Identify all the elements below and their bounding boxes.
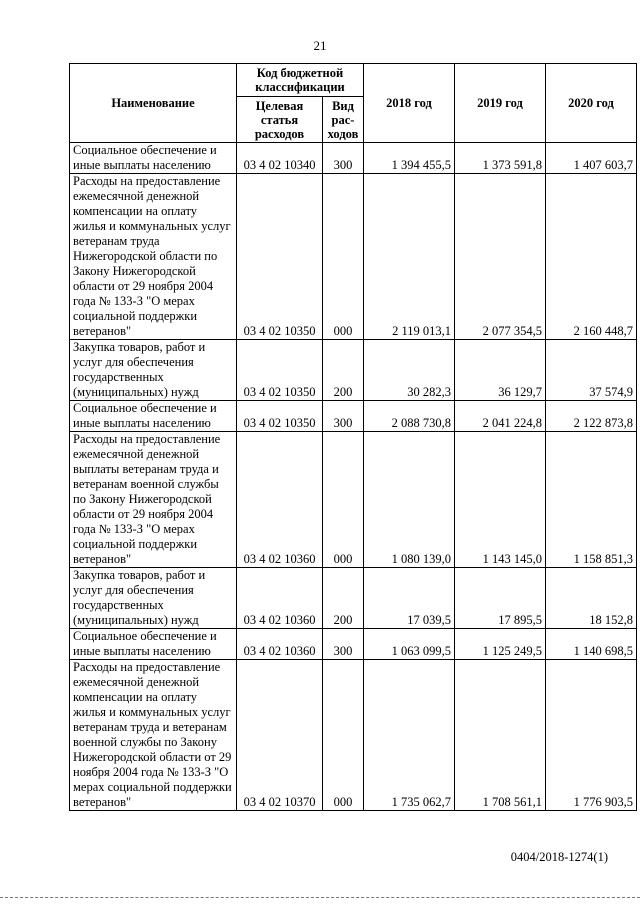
row-expense-type: 300 bbox=[323, 629, 364, 660]
row-value-2020: 1 158 851,3 bbox=[546, 432, 637, 568]
row-value-2019: 17 895,5 bbox=[455, 568, 546, 629]
row-value-2019: 1 708 561,1 bbox=[455, 660, 546, 811]
row-name: Расходы на предоставление ежемесячной денежной компенсации на оплату жилья и коммунальных услуг ветеранам труда и ветеранам военной службы по Закону Нижегородской области от 29 ноября 2004 года № 133-З "О мерах социальной поддержки ветеранов" bbox=[70, 660, 237, 811]
row-value-2018: 30 282,3 bbox=[364, 340, 455, 401]
row-target-code: 03 4 02 10360 bbox=[237, 629, 323, 660]
row-value-2020: 2 122 873,8 bbox=[546, 401, 637, 432]
row-expense-type: 000 bbox=[323, 432, 364, 568]
row-value-2020: 1 776 903,5 bbox=[546, 660, 637, 811]
row-expense-type: 200 bbox=[323, 340, 364, 401]
document-code: 0404/2018-1274(1) bbox=[510, 850, 608, 864]
row-expense-type: 200 bbox=[323, 568, 364, 629]
header-type: Вид рас-ходов bbox=[323, 97, 364, 143]
row-value-2020: 37 574,9 bbox=[546, 340, 637, 401]
row-expense-type: 000 bbox=[323, 174, 364, 340]
header-code-group: Код бюджетной классификации bbox=[237, 64, 364, 97]
row-value-2019: 36 129,7 bbox=[455, 340, 546, 401]
row-value-2019: 2 041 224,8 bbox=[455, 401, 546, 432]
row-target-code: 03 4 02 10350 bbox=[237, 340, 323, 401]
row-value-2020: 1 140 698,5 bbox=[546, 629, 637, 660]
row-name: Социальное обеспечение и иные выплаты населению bbox=[70, 143, 237, 174]
row-target-code: 03 4 02 10350 bbox=[237, 174, 323, 340]
row-value-2020: 2 160 448,7 bbox=[546, 174, 637, 340]
row-name: Расходы на предоставление ежемесячной денежной выплаты ветеранам труда и ветеранам военной службы по Закону Нижегородской области от 29 ноября 2004 года № 133-З "О мерах социальной поддержки ветеранов" bbox=[70, 432, 237, 568]
page-number: 21 bbox=[313, 38, 327, 53]
header-2019: 2019 год bbox=[455, 64, 546, 143]
header-target: Целевая статья расходов bbox=[237, 97, 323, 143]
row-target-code: 03 4 02 10340 bbox=[237, 143, 323, 174]
row-value-2019: 2 077 354,5 bbox=[455, 174, 546, 340]
row-expense-type: 300 bbox=[323, 401, 364, 432]
row-value-2018: 1 735 062,7 bbox=[364, 660, 455, 811]
table-row bbox=[70, 660, 637, 811]
row-expense-type: 300 bbox=[323, 143, 364, 174]
row-name: Социальное обеспечение и иные выплаты населению bbox=[70, 401, 237, 432]
header-name: Наименование bbox=[70, 64, 237, 143]
budget-table bbox=[69, 63, 637, 811]
table-row bbox=[70, 174, 637, 340]
row-name: Расходы на предоставление ежемесячной денежной компенсации на оплату жилья и коммунальных услуг ветеранам труда Нижегородской области по Закону Нижегородской области от 29 ноября 2004 года № 133-З "О мерах социальной поддержки ветеранов" bbox=[70, 174, 237, 340]
row-value-2019: 1 125 249,5 bbox=[455, 629, 546, 660]
header-2018: 2018 год bbox=[364, 64, 455, 143]
row-target-code: 03 4 02 10360 bbox=[237, 568, 323, 629]
table-row bbox=[70, 629, 637, 660]
row-value-2018: 1 063 099,5 bbox=[364, 629, 455, 660]
row-value-2019: 1 373 591,8 bbox=[455, 143, 546, 174]
table-row bbox=[70, 340, 637, 401]
row-value-2019: 1 143 145,0 bbox=[455, 432, 546, 568]
header-2020: 2020 год bbox=[546, 64, 637, 143]
table-row bbox=[70, 401, 637, 432]
row-value-2018: 2 088 730,8 bbox=[364, 401, 455, 432]
row-value-2020: 1 407 603,7 bbox=[546, 143, 637, 174]
table-row bbox=[70, 568, 637, 629]
row-target-code: 03 4 02 10350 bbox=[237, 401, 323, 432]
row-value-2018: 1 394 455,5 bbox=[364, 143, 455, 174]
row-value-2020: 18 152,8 bbox=[546, 568, 637, 629]
row-name: Закупка товаров, работ и услуг для обеспечения государственных (муниципальных) нужд bbox=[70, 340, 237, 401]
row-value-2018: 17 039,5 bbox=[364, 568, 455, 629]
table-row bbox=[70, 432, 637, 568]
row-target-code: 03 4 02 10370 bbox=[237, 660, 323, 811]
table-row bbox=[70, 143, 637, 174]
row-value-2018: 2 119 013,1 bbox=[364, 174, 455, 340]
row-target-code: 03 4 02 10360 bbox=[237, 432, 323, 568]
row-name: Закупка товаров, работ и услуг для обеспечения государственных (муниципальных) нужд bbox=[70, 568, 237, 629]
row-value-2018: 1 080 139,0 bbox=[364, 432, 455, 568]
row-expense-type: 000 bbox=[323, 660, 364, 811]
row-name: Социальное обеспечение и иные выплаты населению bbox=[70, 629, 237, 660]
footer-divider bbox=[0, 897, 640, 898]
